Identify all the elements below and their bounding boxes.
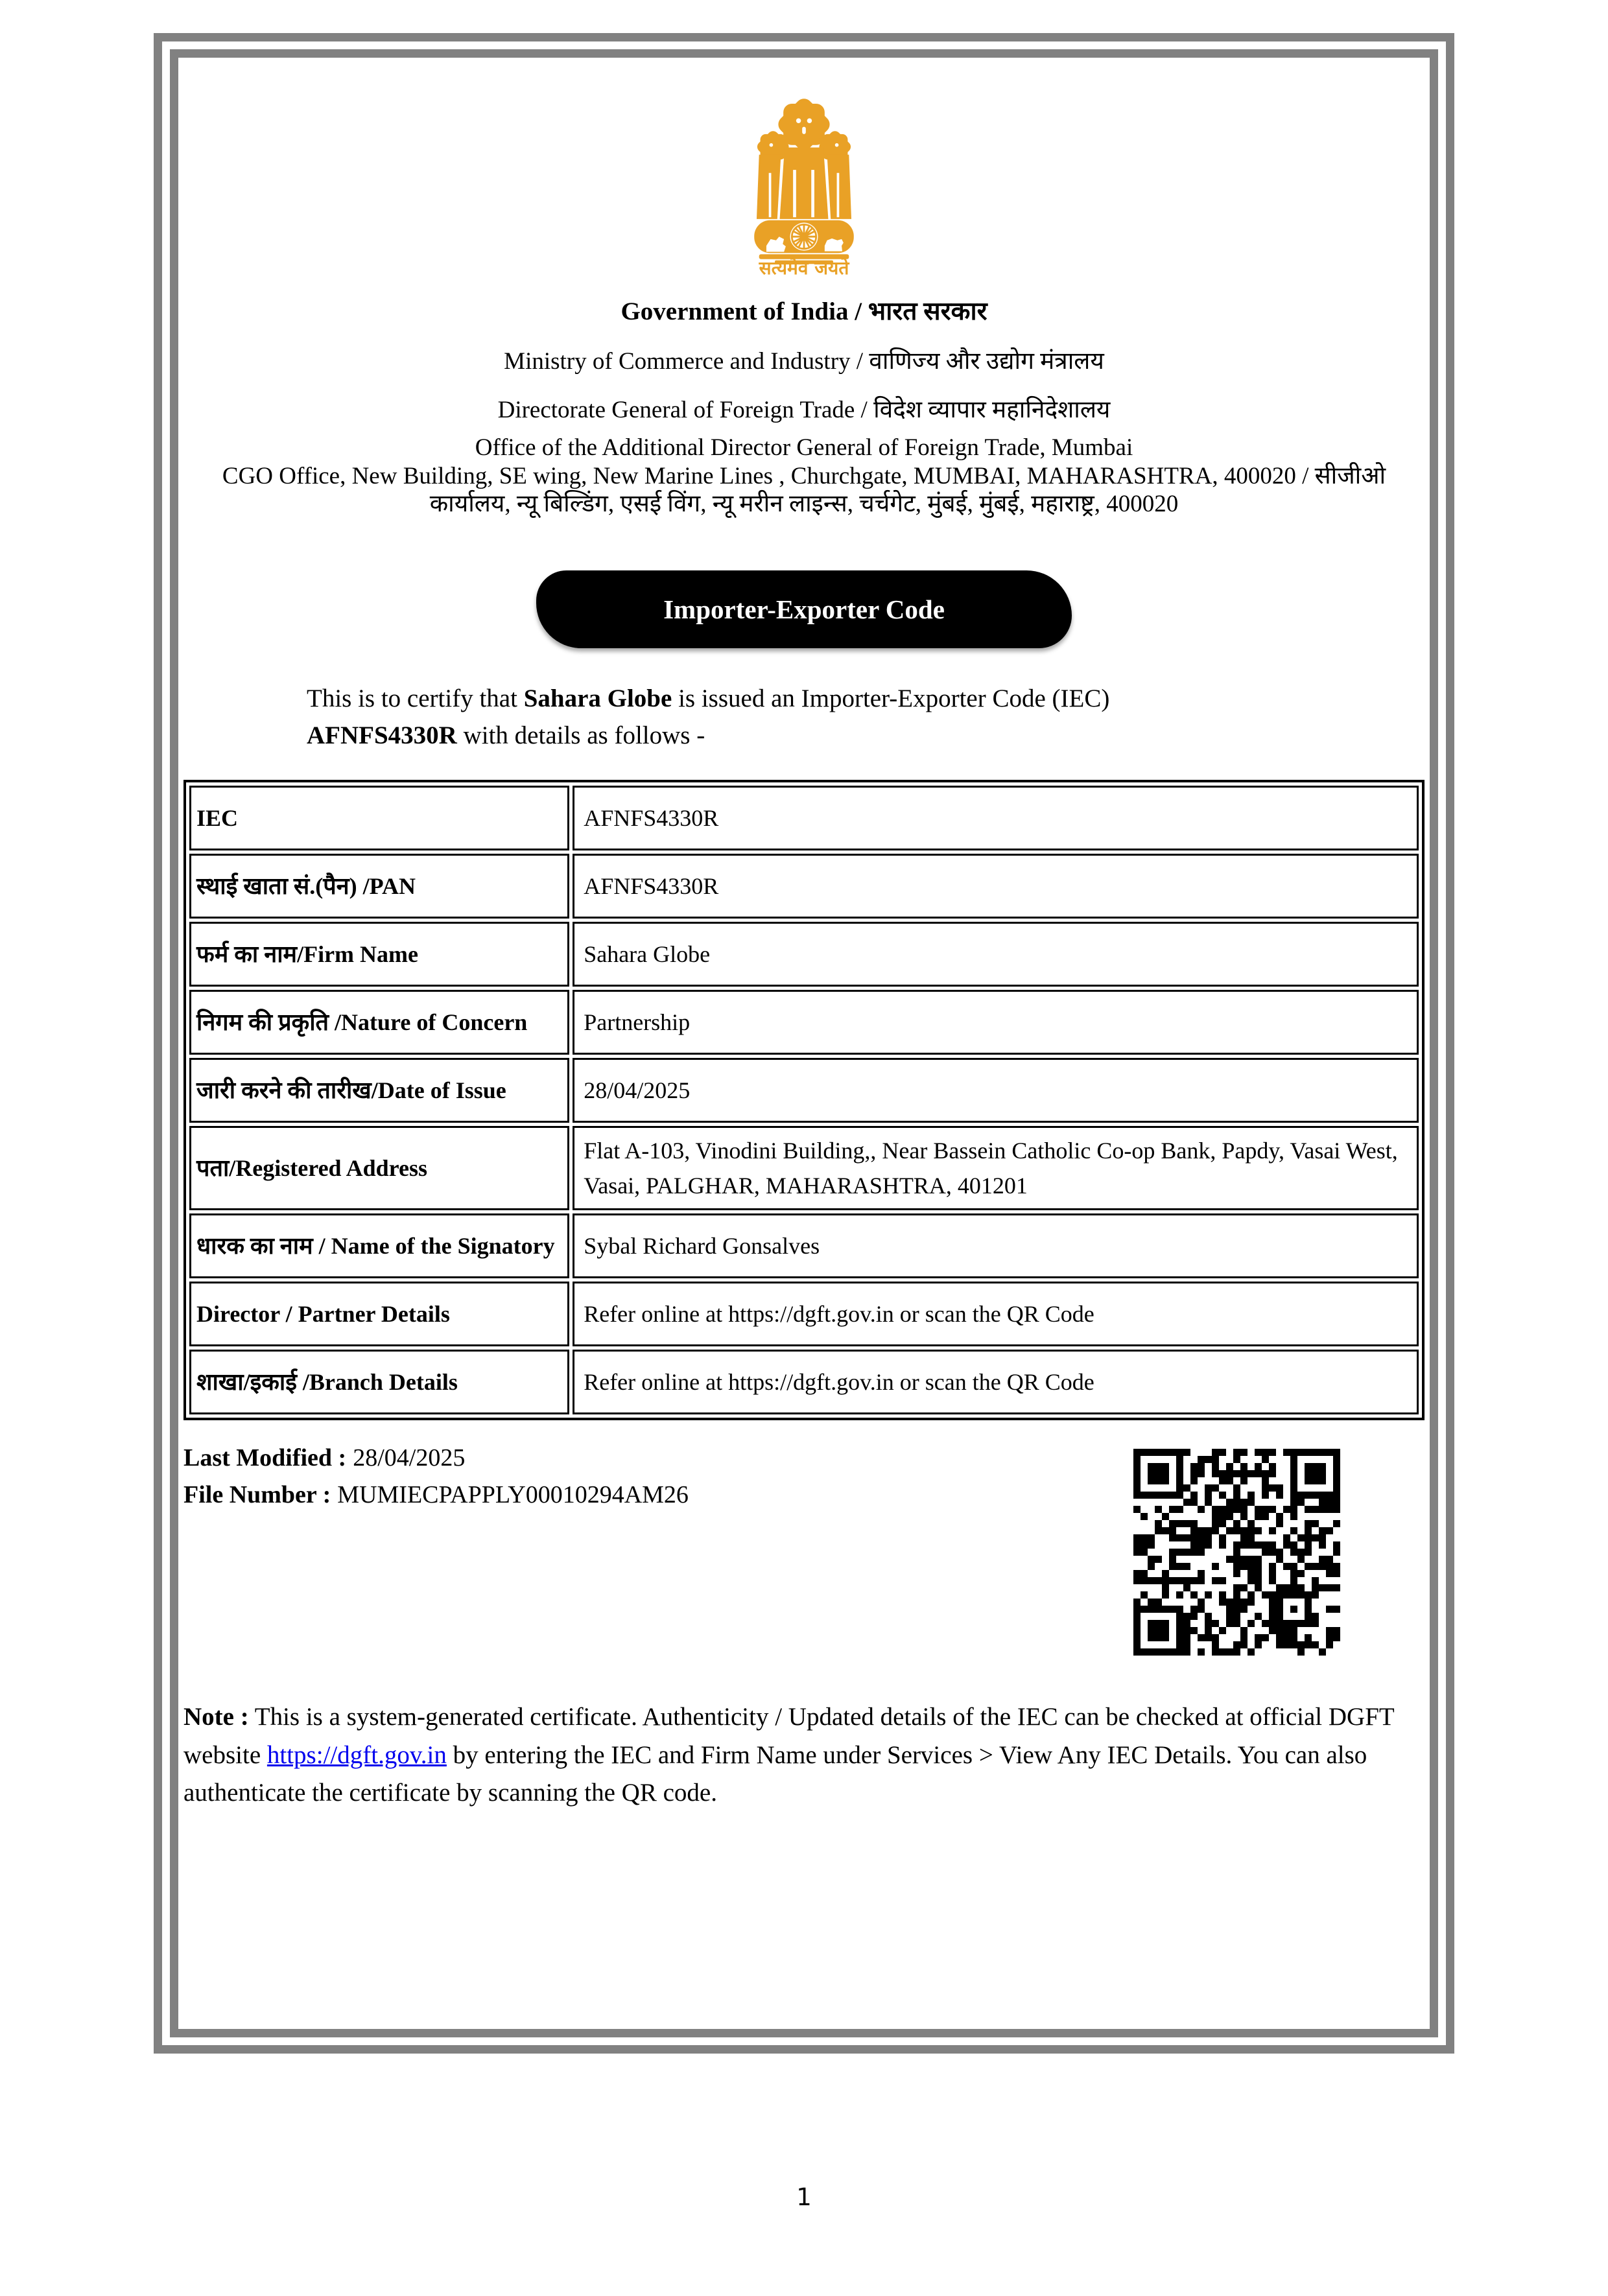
firm-name: Sahara Globe — [523, 684, 672, 712]
table-row — [189, 1126, 1419, 1210]
badge-label: Importer-Exporter Code — [663, 594, 945, 624]
row-label-cell: निगम की प्रकृति /Nature of Concern — [189, 990, 569, 1055]
row-value-cell: AFNFS4330R — [573, 854, 1419, 919]
row-label-cell: पता/Registered Address — [189, 1126, 569, 1210]
table-row — [189, 786, 1419, 850]
note-text-after-link: by entering the IEC and Firm Name under Services > View Any IEC Details. You can also authenticate the certificate by scanning the QR code. — [183, 1740, 1367, 1807]
table-row — [189, 990, 1419, 1055]
last-modified-line — [183, 1440, 689, 1477]
page-number: 1 — [796, 2183, 812, 2211]
row-value-cell: AFNFS4330R — [573, 786, 1419, 850]
dgft-link[interactable]: https://dgft.gov.in — [266, 1740, 447, 1769]
row-label-cell: शाखा/इकाई /Branch Details — [189, 1350, 569, 1414]
header-directorate-line: Directorate General of Foreign Trade / विदेश व्यापार महानिदेशालय — [497, 397, 1111, 423]
row-label-cell: IEC — [189, 786, 569, 850]
note-label: Note : — [183, 1703, 249, 1731]
qr-code — [1133, 1449, 1340, 1656]
row-value-cell: Partnership — [573, 990, 1419, 1055]
iec-details-table — [183, 780, 1425, 1420]
certify-suffix: with details as follows - — [456, 721, 705, 749]
last-modified-value: 28/04/2025 — [353, 1444, 466, 1472]
table-row — [189, 1282, 1419, 1346]
table-row — [189, 1058, 1419, 1123]
file-number-line — [183, 1477, 689, 1514]
file-meta — [183, 1440, 689, 1514]
table-row — [189, 1350, 1419, 1414]
header-office-address: CGO Office, New Building, SE wing, New Marine Lines , Churchgate, MUMBAI, MAHARASHTRA, 400020 / सीजीओ कार्यालय, न्यू बिल्डिंग, एसई विंग, न्यू मरीन लाइन्स, चर्चगेट, मुंबई, मुंबई, महाराष्ट्र, 400020 — [222, 462, 1386, 518]
iec-code: AFNFS4330R — [307, 721, 457, 749]
file-number-value: MUMIECPAPPLY00010294AM26 — [337, 1481, 689, 1509]
last-modified-label: Last Modified : — [183, 1444, 347, 1472]
emblem-motto: सत्यमेव जयते — [759, 257, 849, 276]
emblem-block — [183, 94, 1425, 276]
row-value-cell: Refer online at https://dgft.gov.in or scan the QR Code — [573, 1282, 1419, 1346]
table-row — [189, 922, 1419, 987]
row-value-cell: Refer online at https://dgft.gov.in or scan the QR Code — [573, 1350, 1419, 1414]
row-value-cell: Sybal Richard Gonsalves — [573, 1213, 1419, 1278]
importer-exporter-code-badge — [536, 570, 1072, 648]
header-ministry-line: Ministry of Commerce and Industry / वाणिज्य और उद्योग मंत्रालय — [504, 348, 1104, 375]
certificate-content — [178, 58, 1430, 2029]
page-border-outer — [154, 33, 1454, 2054]
row-value-cell: Sahara Globe — [573, 922, 1419, 987]
header-office-line: Office of the Additional Director General of Foreign Trade, Mumbai — [475, 434, 1133, 461]
footer-block — [183, 1440, 1425, 1656]
note-paragraph — [183, 1698, 1425, 1812]
row-value-cell: 28/04/2025 — [573, 1058, 1419, 1123]
row-value-cell: Flat A-103, Vinodini Building,, Near Bassein Catholic Co-op Bank, Papdy, Vasai West, Vasai, PALGHAR, MAHARASHTRA, 401201 — [573, 1126, 1419, 1210]
header-government-line: Government of India / भारत सरकार — [621, 298, 987, 325]
row-label-cell: Director / Partner Details — [189, 1282, 569, 1346]
header-office-block — [183, 434, 1425, 519]
row-label-cell: धारक का नाम / Name of the Signatory — [189, 1213, 569, 1278]
note-text-before-link: This is a system-generated certificate. Authenticity / Updated details of the IEC can be checked at official DGFT website — [183, 1703, 1395, 1769]
certify-prefix: This is to certify that — [307, 684, 524, 712]
row-label-cell: फर्म का नाम/Firm Name — [189, 922, 569, 987]
file-number-label: File Number : — [183, 1481, 331, 1509]
national-emblem-icon — [737, 94, 871, 276]
certification-paragraph — [307, 681, 1234, 754]
table-row — [189, 1213, 1419, 1278]
page-border-inner — [170, 49, 1438, 2037]
table-row — [189, 854, 1419, 919]
row-label-cell: जारी करने की तारीख/Date of Issue — [189, 1058, 569, 1123]
certify-middle: is issued an Importer-Exporter Code (IEC) — [672, 684, 1110, 712]
row-label-cell: स्थाई खाता सं.(पैन) /PAN — [189, 854, 569, 919]
